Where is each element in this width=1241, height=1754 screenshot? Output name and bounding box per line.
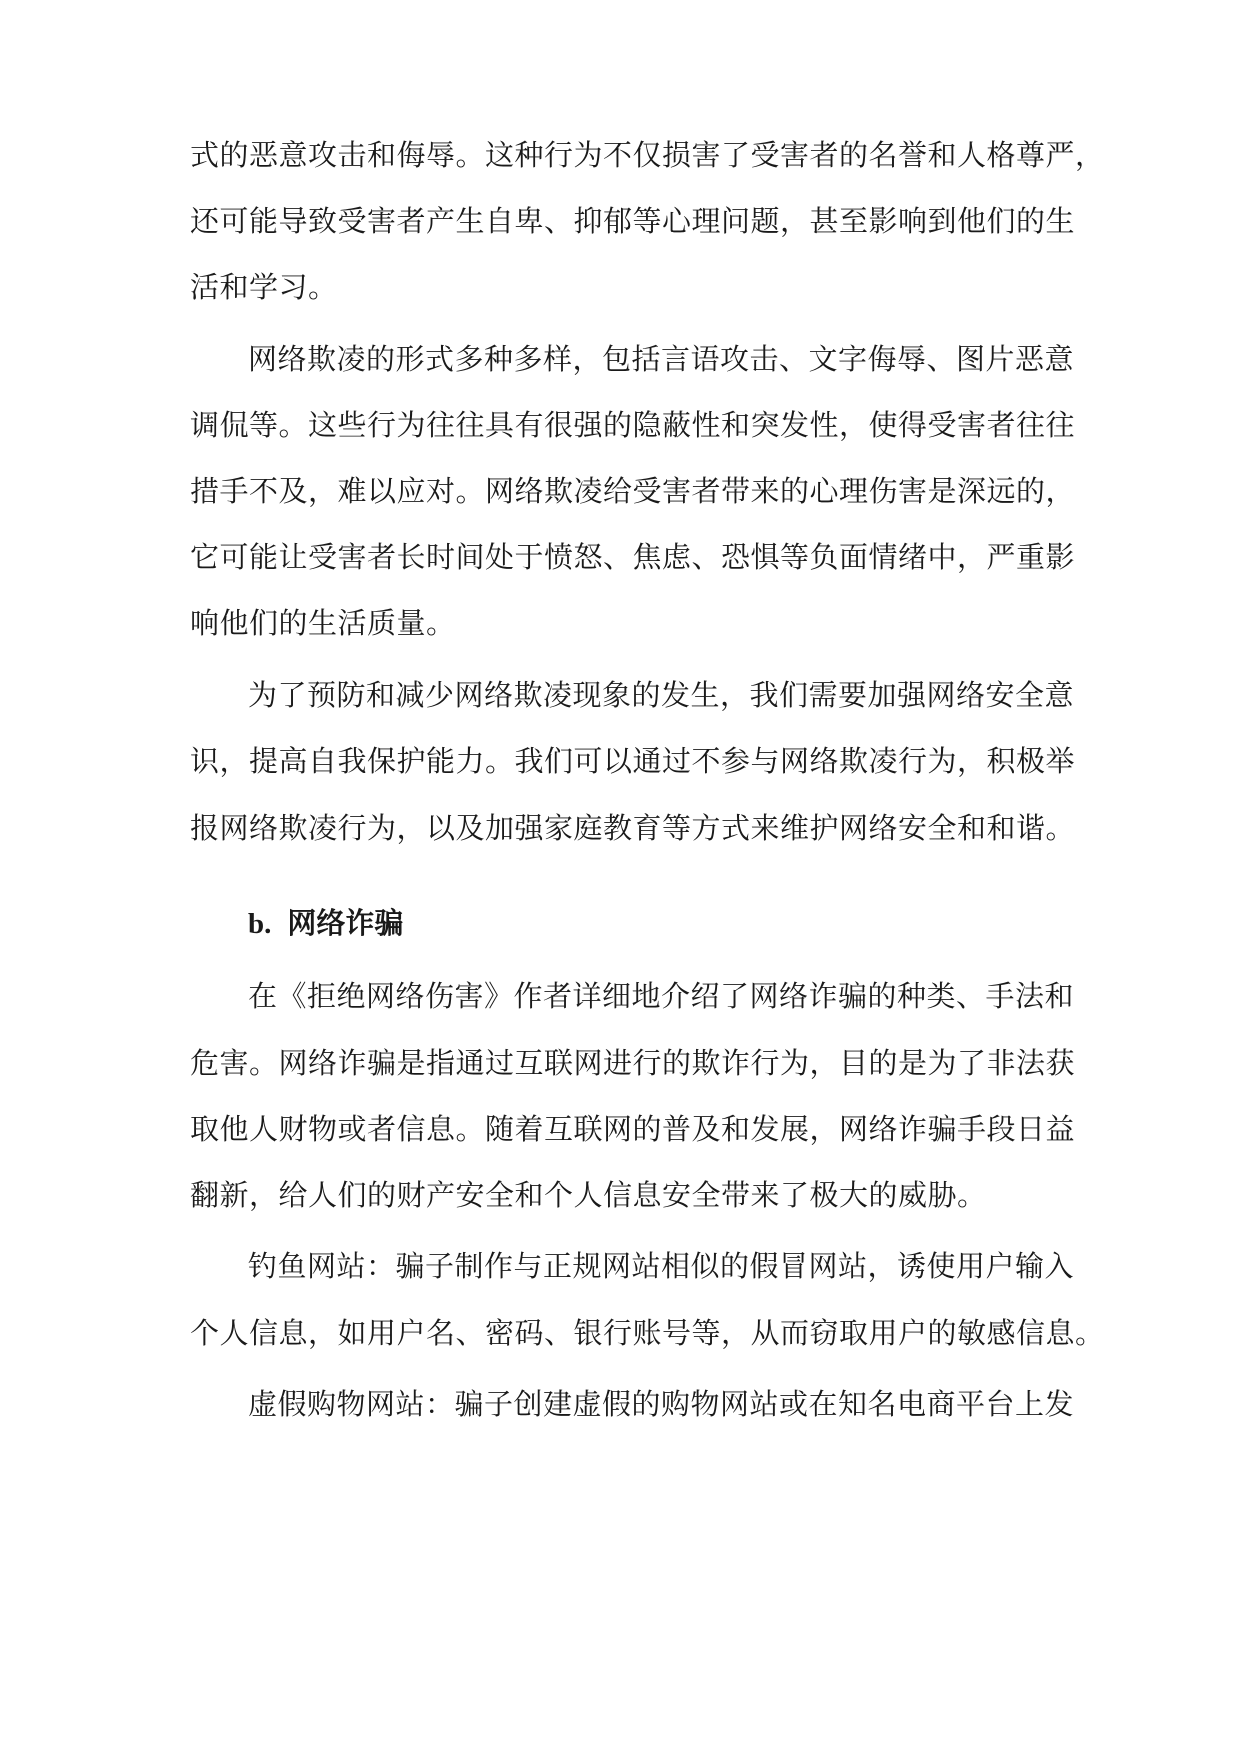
paragraph-3-line-3: 报网络欺凌行为，以及加强家庭教育等方式来维护网络安全和和谐。	[190, 811, 1076, 845]
paragraph-2-line-1: 网络欺凌的形式多种多样，包括言语攻击、文字侮辱、图片恶意	[248, 342, 1075, 376]
paragraph-6-line-1: 虚假购物网站：骗子创建虚假的购物网站或在知名电商平台上发	[248, 1387, 1075, 1421]
paragraph-2-line-3: 措手不及，难以应对。网络欺凌给受害者带来的心理伤害是深远的，	[190, 474, 1076, 508]
paragraph-5-line-1: 钓鱼网站：骗子制作与正规网站相似的假冒网站，诱使用户输入	[248, 1249, 1075, 1283]
paragraph-3-line-1: 为了预防和减少网络欺凌现象的发生，我们需要加强网络安全意	[248, 678, 1075, 712]
paragraph-4-line-1: 在《拒绝网络伤害》作者详细地介绍了网络诈骗的种类、手法和	[248, 979, 1075, 1013]
paragraph-2-line-5: 响他们的生活质量。	[190, 606, 456, 640]
paragraph-4-line-4: 翻新，给人们的财产安全和个人信息安全带来了极大的威胁。	[190, 1178, 987, 1212]
paragraph-2-line-2: 调侃等。这些行为往往具有很强的隐蔽性和突发性，使得受害者往往	[190, 408, 1076, 442]
paragraph-3-line-2: 识，提高自我保护能力。我们可以通过不参与网络欺凌行为，积极举	[190, 744, 1076, 778]
paragraph-4-line-2: 危害。网络诈骗是指通过互联网进行的欺诈行为，目的是为了非法获	[190, 1046, 1076, 1080]
paragraph-1-line-1: 式的恶意攻击和侮辱。这种行为不仅损害了受害者的名誉和人格尊严，	[190, 138, 1105, 172]
section-heading	[248, 903, 403, 944]
paragraph-2-line-4: 它可能让受害者长时间处于愤怒、焦虑、恐惧等负面情绪中，严重影	[190, 540, 1076, 574]
paragraph-5-line-2: 个人信息，如用户名、密码、银行账号等，从而窃取用户的敏感信息。	[190, 1316, 1105, 1350]
section-title: 网络诈骗	[287, 906, 404, 940]
paragraph-1-line-3: 活和学习。	[190, 270, 338, 304]
section-marker: b.	[248, 908, 272, 940]
paragraph-1-line-2: 还可能导致受害者产生自卑、抑郁等心理问题，甚至影响到他们的生	[190, 204, 1076, 238]
paragraph-4-line-3: 取他人财物或者信息。随着互联网的普及和发展，网络诈骗手段日益	[190, 1112, 1076, 1146]
